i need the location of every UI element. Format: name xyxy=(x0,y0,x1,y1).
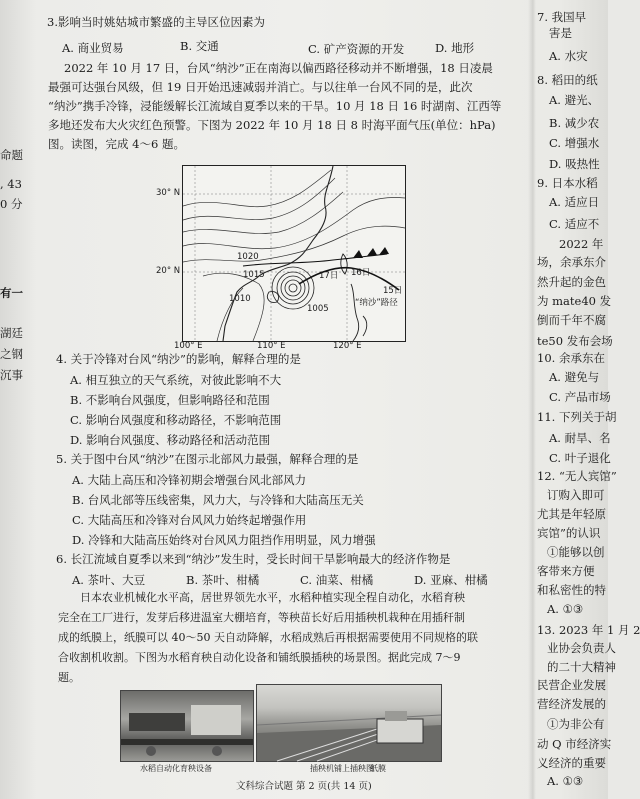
right-column-fragment: 场，余承东介 xyxy=(537,255,606,269)
q3-option-a: A. 商业贸易 xyxy=(62,41,124,55)
right-column-fragment: 害是 xyxy=(549,26,572,40)
passage-line: 完全在工厂进行，发芽后移进温室大棚培育，等秧苗长好后用插秧机栽种在用插秆制 xyxy=(58,611,465,624)
right-column-fragment: ①为非公有 xyxy=(547,717,605,731)
right-column-fragment: C. 适应不 xyxy=(549,217,600,231)
track-date-label: 16日 xyxy=(351,268,371,278)
isobar-label: 1020 xyxy=(237,252,259,262)
passage-line: 合收割机收割。下图为水稻育秧自动化设备和铺纸膜插秧的场景图。据此完成 7～9 xyxy=(58,651,461,664)
passage-line: 最强可达强台风级，但 19 日开始迅速减弱并消亡。与以往单一台风不同的是，此次 xyxy=(48,80,473,94)
q6-stem: 6. 长江流域自夏季以来到“纳沙”发生时，受长时间干旱影响最大的经济作物是 xyxy=(56,552,451,566)
left-fragment: 湖廷 xyxy=(0,326,23,340)
right-column-fragment: 营经济发展的 xyxy=(537,697,606,711)
right-column-fragment: 尤其是年轻原 xyxy=(537,507,606,521)
right-column-fragment: 的二十大精神 xyxy=(547,660,616,674)
right-column-fragment: 业协会负责人 xyxy=(547,641,616,655)
right-column-fragment: A. 耐旱、名 xyxy=(549,431,611,445)
lon-label: 110° E xyxy=(257,341,286,351)
q5-option-a: A. 大陆上高压和冷锋初期会增强台风北部风力 xyxy=(72,473,307,487)
left-fragment: 0 分 xyxy=(0,197,23,211)
right-column-fragment: 11. 下列关于胡 xyxy=(537,410,617,424)
q4-option-b: B. 不影响台风强度，但影响路径和范围 xyxy=(70,393,270,407)
page-fold-shadow xyxy=(528,0,536,799)
q6-option-a: A. 茶叶、大豆 xyxy=(72,573,146,587)
right-column-fragment: 为 mate40 发 xyxy=(537,294,612,308)
passage-rice xyxy=(58,588,528,688)
right-column-fragment: 13. 2023 年 1 月 2 xyxy=(537,623,640,637)
lon-label: 100° E xyxy=(174,341,203,351)
right-column-fragment: 客带来方便 xyxy=(537,564,595,578)
track-date-label: 17日 xyxy=(319,271,339,281)
seedling-equipment-graphic xyxy=(121,691,253,761)
q6-option-c: C. 油菜、柑橘 xyxy=(300,573,374,587)
lat-label: 20° N xyxy=(156,266,181,276)
right-column-fragment: B. 减少农 xyxy=(549,116,600,130)
q4-stem: 4. 关于冷锋对台风“纳沙”的影响，解释合理的是 xyxy=(56,352,301,366)
left-fragment: 有一 xyxy=(0,286,23,300)
q4-option-a: A. 相互独立的天气系统，对彼此影响不大 xyxy=(70,373,282,387)
right-column-fragment: 然升起的金色 xyxy=(537,275,606,289)
right-column-fragment: 9. 日本水稻 xyxy=(537,176,598,190)
right-column-fragment: 订购入即可 xyxy=(547,488,605,502)
transplanting-graphic xyxy=(257,685,441,761)
right-column-fragment: A. 避免与 xyxy=(549,370,600,384)
lon-label: 120° E xyxy=(333,341,362,351)
right-column-fragment: A. 适应日 xyxy=(549,195,600,209)
right-column-fragment: A. ①③ xyxy=(547,602,584,616)
left-fragment: , 43 xyxy=(0,177,22,191)
right-column-fragment: 动 Q 市经济实 xyxy=(537,737,612,751)
q4-option-d: D. 影响台风强度、移动路径和活动范围 xyxy=(70,433,271,447)
sea-level-pressure-map xyxy=(156,165,406,342)
isobar-label: 1010 xyxy=(229,294,251,304)
lat-label: 30° N xyxy=(156,188,181,198)
passage-line: 多地还发布大火灾红色预警。下图为 2022 年 10 月 18 日 8 时海平面气压(单位：hPa) xyxy=(48,118,496,132)
q6-option-d: D. 亚麻、柑橘 xyxy=(414,573,488,587)
right-column-fragment: 义经济的重要 xyxy=(537,756,606,770)
right-column-fragment: 宾馆”的认识 xyxy=(537,526,601,540)
passage-line: 题。 xyxy=(58,671,80,684)
right-column-fragment: 10. 余承东在 xyxy=(537,351,605,365)
passage-line: “纳沙”携手冷锋，浸能缓解长江流域自夏季以来的干旱。10 月 18 日 16 时湖南、江西等 xyxy=(48,99,502,113)
right-column-fragment: 倒而千年不腐 xyxy=(537,313,606,327)
right-column-fragment: ①能够以创 xyxy=(547,545,605,559)
right-column-fragment: 7. 我国早 xyxy=(537,10,587,24)
q3-option-d: D. 地形 xyxy=(435,41,475,55)
seedling-equipment-photo xyxy=(120,690,254,762)
right-column-fragment: A. 避光、 xyxy=(549,93,600,107)
typhoon-track-label: “纳沙”路径 xyxy=(355,298,398,308)
right-column-fragment: A. 水灾 xyxy=(549,49,588,63)
photo-caption: 水稻自动化育秧设备 xyxy=(140,764,212,773)
q5-option-c: C. 大陆高压和冷锋对台风风力始终起增强作用 xyxy=(72,513,307,527)
q5-option-b: B. 台风北部等压线密集，风力大，与冷锋和大陆高压无关 xyxy=(72,493,364,507)
q4-option-c: C. 影响台风强度和移动路径，不影响范围 xyxy=(70,413,282,427)
right-column-fragment: 民营企业发展 xyxy=(537,678,606,692)
right-column-fragment: 2022 年 xyxy=(559,237,604,251)
passage-line: 日本农业机械化水平高，居世界领先水平，水稻种植实现全程自动化，水稻育秧 xyxy=(80,591,465,604)
isobar-label: 1005 xyxy=(307,304,329,314)
isobar-label: 1015 xyxy=(243,270,265,280)
passage-line: 2022 年 10 月 17 日，台风“纳沙”正在南海以偏西路径移动并不断增强，18 日凌晨 xyxy=(64,61,493,75)
q5-stem: 5. 关于图中台风“纳沙”在图示北部风力最强，解释合理的是 xyxy=(56,452,359,466)
q6-option-b: B. 茶叶、柑橘 xyxy=(186,573,260,587)
photo-caption: 纸膜 xyxy=(370,764,386,773)
q3-option-c: C. 矿产资源的开发 xyxy=(308,42,405,56)
left-fragment: 沉事 xyxy=(0,368,23,382)
page-footer: 文科综合试题 第 2 页(共 14 页) xyxy=(236,781,372,792)
right-column-fragment: C. 产品市场 xyxy=(549,390,611,404)
right-column-fragment: 和私密性的特 xyxy=(537,583,606,597)
right-column-fragment: C. 增强水 xyxy=(549,136,600,150)
pressure-map-graphic xyxy=(183,166,405,341)
track-date-label: 15日 xyxy=(383,286,403,296)
left-fragment: 之钢 xyxy=(0,347,23,361)
q3-option-b: B. 交通 xyxy=(180,39,219,53)
photo-caption: 插秧机铺上插秧图 xyxy=(310,764,374,773)
right-column-fragment: D. 吸热性 xyxy=(549,157,600,171)
right-column-fragment: 8. 稻田的纸 xyxy=(537,73,598,87)
right-column-fragment: te50 发布会场 xyxy=(537,334,613,348)
passage-line: 图。读图，完成 4～6 题。 xyxy=(48,137,185,151)
q3-stem: 3.影响当时姚姑城市繁盛的主导区位因素为 xyxy=(47,15,265,29)
right-column-fragment: 12. “无人宾馆” xyxy=(537,469,617,483)
passage-line: 成的纸膜上，纸膜可以 40～50 天自动降解，水稻成熟后再根据需要使用不同规格的联 xyxy=(58,631,478,644)
left-fragment: 命题 xyxy=(0,148,23,162)
right-column-fragment: C. 叶子退化 xyxy=(549,451,611,465)
paper-mulch-transplanting-photo xyxy=(256,684,442,762)
passage-typhoon xyxy=(48,59,528,154)
right-column-fragment: A. ①③ xyxy=(547,774,584,788)
q5-option-d: D. 冷锋和大陆高压始终对台风风力阻挡作用明显，风力增强 xyxy=(72,533,376,547)
